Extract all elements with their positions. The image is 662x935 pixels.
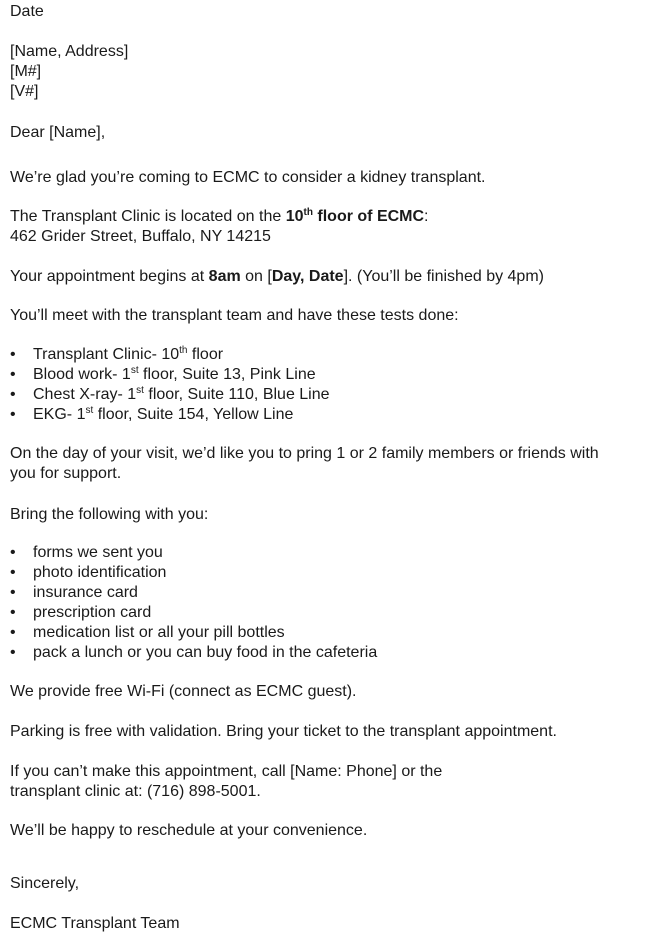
test-sup: st [136,385,144,396]
appointment-mid: on [ [240,268,272,285]
bring-text: pack a lunch or you can buy food in the cafeteria [33,644,378,661]
test-text: floor, Suite 154, Yellow Line [93,406,294,423]
bullet: • [10,644,16,661]
parking-paragraph: Parking is free with validation. Bring your ticket to the transplant appointment. [10,723,557,740]
location-pre: The Transplant Clinic is located on the [10,208,286,225]
bullet: • [10,624,16,641]
bullet: • [10,564,16,581]
location-floor-sup: th [303,207,313,218]
tests-intro: You’ll meet with the transplant team and have these tests done: [10,307,459,324]
test-text: floor, Suite 110, Blue Line [143,386,330,403]
test-text: Blood work- 1 [33,366,131,383]
appointment-line [10,267,544,287]
bring-list-item [10,583,138,603]
wifi-paragraph: We provide free Wi-Fi (connect as ECMC guest). [10,683,357,700]
bring-intro: Bring the following with you: [10,506,209,523]
date-line: Date [10,3,44,20]
bullet: • [10,604,16,621]
test-sup: st [130,365,139,376]
test-text: floor, Suite 13, Pink Line [138,366,316,383]
test-sup: th [179,345,188,356]
test-list-item [10,405,293,425]
recipient-name-address: [Name, Address] [10,43,129,60]
bullet: • [10,406,16,423]
bullet: • [10,584,16,601]
bullet: • [10,386,16,403]
recipient-m-number: [M#] [10,63,42,80]
closing: Sincerely, [10,875,80,892]
signature: ECMC Transplant Team [10,915,180,932]
intro-paragraph: We’re glad you’re coming to ECMC to consider a kidney transplant. [10,169,486,186]
test-text: Chest X-ray- 1 [33,386,137,403]
bring-list-item [10,643,377,663]
bullet: • [10,544,16,561]
appointment-post: ]. (You’ll be finished by 4pm) [343,268,544,285]
greeting: Dear [Name], [10,124,106,141]
test-text: floor [187,346,224,363]
bring-list-item [10,603,151,623]
bring-text: insurance card [33,584,138,601]
reschedule-paragraph: We’ll be happy to reschedule at your convenience. [10,822,368,839]
family-paragraph-line: you for support. [10,465,122,482]
bullet: • [10,346,16,363]
contact-line: transplant clinic at: (716) 898-5001. [10,783,261,800]
appointment-time: 8am [208,268,241,285]
family-paragraph-line: On the day of your visit, we’d like you to pring 1 or 2 family members or friends with [10,445,599,462]
test-list-item [10,365,316,385]
contact-line: If you can’t make this appointment, call [Name: Phone] or the [10,763,443,780]
bullet: • [10,366,16,383]
recipient-v-number: [V#] [10,83,39,100]
clinic-address: 462 Grider Street, Buffalo, NY 14215 [10,228,271,245]
test-list-item [10,385,330,405]
location-floor-num: 10 [285,208,304,225]
location-post: : [424,208,429,225]
bring-list-item [10,543,163,563]
test-sup: st [85,405,94,416]
location-floor-rest: floor of ECMC [312,208,425,225]
appointment-day: Day, Date [271,268,344,285]
test-text: Transplant Clinic- 10 [33,346,180,363]
bring-text: photo identification [33,564,167,581]
bring-list-item [10,623,285,643]
bring-list-item [10,563,166,583]
test-list-item [10,345,223,365]
bring-text: forms we sent you [33,544,163,561]
location-line [10,207,429,227]
appointment-pre: Your appointment begins at [10,268,209,285]
bring-text: prescription card [33,604,152,621]
bring-text: medication list or all your pill bottles [33,624,285,641]
test-text: EKG- 1 [33,406,86,423]
